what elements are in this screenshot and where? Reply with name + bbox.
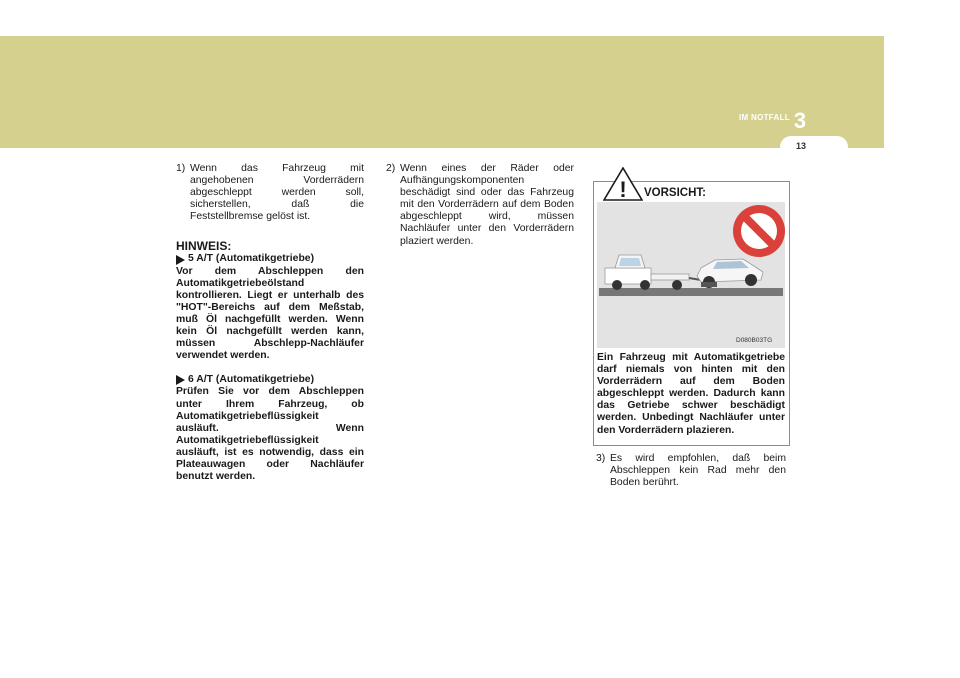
chapter-number: 3 xyxy=(793,108,807,133)
triangle-bullet-icon xyxy=(176,255,185,265)
item-text: Es wird empfohlen, daß beim Abschleppen kein Rad mehr den Boden berührt. xyxy=(610,453,786,489)
list-item-3 xyxy=(596,453,786,489)
item-number: 2) xyxy=(386,163,396,174)
warning-triangle-icon xyxy=(603,167,643,201)
triangle-bullet-icon xyxy=(176,375,185,385)
image-code: D080B03TG xyxy=(736,337,773,344)
page-number: 13 xyxy=(795,141,806,151)
list-item-1 xyxy=(176,163,364,223)
no-entry-icon xyxy=(733,205,785,257)
subtitle-text: 5 A/T (Automatikgetriebe) xyxy=(188,253,315,265)
tow-truck-illustration xyxy=(597,202,785,348)
middle-column xyxy=(386,163,574,248)
caution-title: VORSICHT: xyxy=(644,187,706,199)
note-title: HINWEIS: xyxy=(176,239,232,254)
caution-text: Ein Fahrzeug mit Automatikgetriebe darf niemals von hinten mit den Vorderrädern auf dem Boden abgeschleppt werden. Dadurch kann das Getriebe schwer beschädigt werden. Unbedingt Nachläufer unter den Vorderrädern plazieren. xyxy=(597,352,785,436)
note-paragraph-5at: Vor dem Abschleppen den Automatikgetriebeölstand kontrollieren. Liegt er unterhalb des "HOT"-Bereichs auf dem Meßstab, muß Öl nachgefüllt werden. Wenn kein Öl nachgefüllt werden kann, müssen Abschlepp-Nachläufer verwendet werden. xyxy=(176,265,364,362)
list-item-2 xyxy=(386,163,574,248)
item-number: 1) xyxy=(176,163,186,174)
left-column xyxy=(176,163,364,483)
note-subtitle-6at xyxy=(176,374,364,386)
item-text: Wenn das Fahrzeug mit angehobenen Vorderrädern abgeschleppt werden soll, sicherstellen, daß die Feststellbremse gelöst ist. xyxy=(190,163,364,223)
warning-symbol: ! xyxy=(619,177,627,201)
item-number: 3) xyxy=(596,453,606,464)
tow-truck-icon xyxy=(605,255,701,290)
car-icon xyxy=(697,259,763,288)
chapter-name: IM NOTFALL xyxy=(739,113,790,122)
note-paragraph-6at: Prüfen Sie vor dem Abschleppen unter Ihrem Fahrzeug, ob Automatikgetriebeflüssigkeit ausläuft. Wenn Automatikgetriebeflüssigkeit ausläuft, ist es notwendig, dass ein Plateauwagen oder Nachläufer benutzt werden. xyxy=(176,386,364,483)
item-text: Wenn eines der Räder oder Aufhängungskomponenten beschädigt sind oder das Fahrzeug mit den Vorderrädern auf dem Boden abgeschleppt wird, müssen Nachläufer unter den Vorderrädern plaziert werden. xyxy=(400,163,574,247)
note-subtitle-5at xyxy=(176,253,364,265)
subtitle-text: 6 A/T (Automatikgetriebe) xyxy=(188,374,315,386)
header-band xyxy=(0,36,884,148)
